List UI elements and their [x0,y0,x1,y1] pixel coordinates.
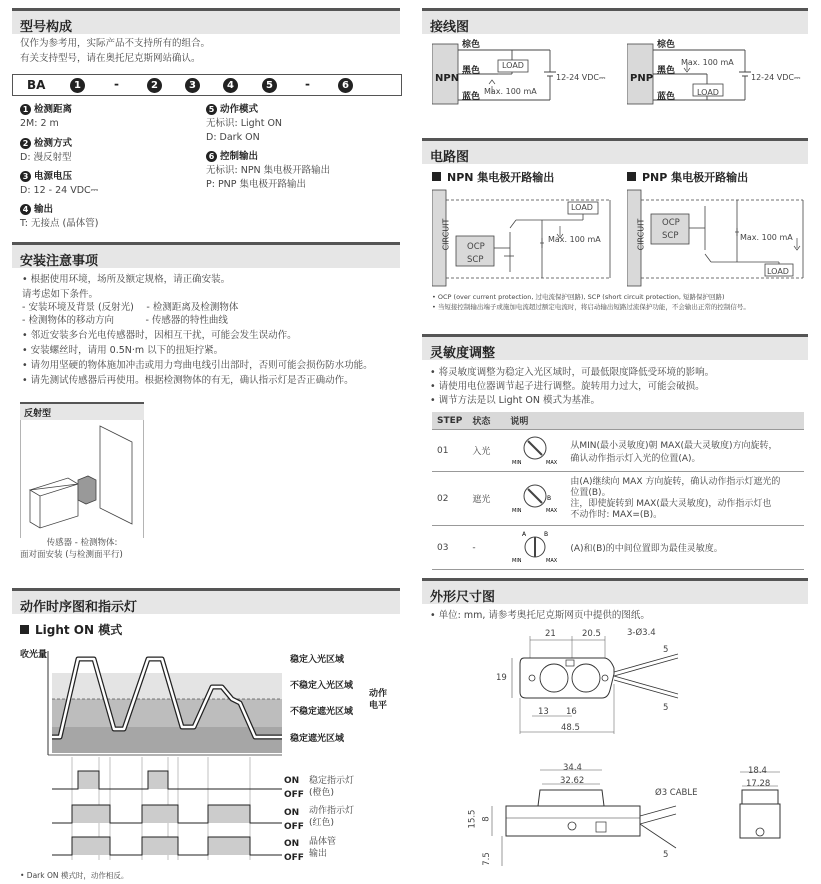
row-1-dial-cell [505,430,565,472]
install-line-3: - 安装环境及背景 (反射光) - 检测距离及检测物体 [22,302,239,313]
timing-section-header [12,588,400,614]
field-1-title: 1 检测距离 [20,103,72,117]
field-4-title: 4 输出 [20,203,53,217]
signal-2-label-1: 动作指示灯 [309,806,355,816]
field-6-title: 6 控制输出 [206,150,258,164]
code-item-6: 6 [338,78,353,93]
dim-48-5: 48.5 [561,723,580,733]
zone-label-3: 不稳定遮光区域 [290,707,354,717]
row-3-dial-cell [505,526,565,570]
field-5-value-1: 无标识: Light ON [206,118,283,129]
field-3-value: D: 12 - 24 VDC⎓ [20,185,99,196]
svg-text:MIN: MIN [512,558,522,563]
circuit-note-1: • OCP (over current protection, 过电流保护回路), SCP (short circuit protection, 短路保护回路) [432,293,725,301]
field-5-value-2: D: Dark ON [206,132,260,143]
pnp-blue-label: 蓝色 [657,92,676,102]
dial-icon [510,480,560,514]
row-1-step: 01 [432,430,467,472]
circuit-note-2: • 当短接控制输出端子或施加电流超过额定电流时，将启动输出短路过流保护功能，不会输出正常的控制信号。 [432,303,750,311]
timing-footnote: • Dark ON 模式时，动作相反。 [20,871,129,880]
npn-black-label: 黑色 [462,66,481,76]
install-line-1: • 根据使用环境，场所及额定规格，请正确安装。 [22,274,231,285]
npn-supply-label: 12-24 VDC⎓ [556,73,606,82]
sensitivity-line-1: • 将灵敏度调整为稳定入光区域时，可最低限度降低受环境的影响。 [430,367,715,378]
npn-load-circuit-label: LOAD [571,203,593,212]
model-code-prefix: BA [27,78,46,92]
sensitivity-section-header [422,334,808,360]
code-item-1: 1 [70,78,85,93]
dim-cable: Ø3 CABLE [655,788,698,798]
signal-1-on: ON [284,776,300,786]
signal-2-off: OFF [284,822,304,832]
signal-2-label-2: (红色) [309,818,335,828]
sensitivity-table [432,412,804,570]
pnp-supply-label: 12-24 VDC⎓ [751,73,801,82]
pnp-black-label: 黑色 [657,66,676,76]
circuit-npn-title: NPN 集电极开路输出 [432,169,554,185]
row-2-step: 02 [432,472,467,526]
row-2-dial-cell [505,472,565,526]
timing-mode-title [20,621,122,638]
signal-2-on: ON [284,808,300,818]
install-line-7: • 请勿用坚硬的物体施加冲击或用力弯曲电线引出部时，否则可能会损伤防水功能。 [22,360,373,371]
dim-15-5: 15.5 [467,809,478,829]
wiring-section-header [422,8,808,34]
signal-3-off: OFF [284,853,304,863]
signal-3-on: ON [284,839,300,849]
install-line-6: • 安装螺丝时，请用 0.5N·m 以下的扭矩拧紧。 [22,345,224,356]
level-label-2: 电平 [369,701,388,711]
npn-brown-label: 棕色 [462,40,481,50]
wiring-section-title: 接线图 [430,20,470,35]
dim-16: 16 [566,707,577,717]
timing-mode-label: Light ON 模式 [35,623,123,637]
dims-section-title: 外形尺寸图 [430,590,496,605]
signal-1-label-2: (橙色) [309,788,335,798]
reflective-figure-caption-2: 面对面安装 (与检测面平行) [20,550,123,560]
zone-label-1: 稳定入光区域 [290,655,345,665]
dim-7-5: 7.5 [481,852,492,866]
circuit-section-title: 电路图 [430,150,470,165]
pnp-circuit-label: CIRCUIT [636,218,646,251]
pnp-scp-label: SCP [662,231,679,241]
reflective-figure-title: 反射型 [24,409,52,419]
install-line-5: • 邻近安装多台光电传感器时，因相互干扰，可能会发生误动作。 [22,330,297,341]
reflective-figure-caption-1: 传感器 - 检测物体: [46,538,118,548]
npn-max-label: Max. 100 mA [484,87,537,96]
svg-text:A: A [522,531,527,538]
sensitivity-line-3: • 调节方法是以 Light ON 模式为基准。 [430,395,600,406]
code-item-4: 4 [223,78,238,93]
dial-icon [510,529,560,563]
install-section-title: 安装注意事项 [20,254,99,269]
pnp-load-label: LOAD [697,88,719,97]
field-3-title: 3 电源电压 [20,170,72,184]
signal-3-label-1: 晶体管 [309,837,337,847]
pnp-max-circuit-label: Max. 100 mA [740,233,793,242]
npn-ocp-label: OCP [467,242,485,252]
reflective-figure [20,402,144,564]
row-2-desc: 由(A)继续向 MAX 方向旋转，确认动作指示灯遮光的 位置(B)。 注，即使旋转到 MAX(最大灵敏度)，动作指示灯也 不动作时: MAX=(B)。 [565,472,804,526]
model-code-box [12,74,402,96]
dims-section-header [422,578,808,604]
dim-5-bottom: 5 [663,703,669,713]
pnp-type-label: PNP [630,73,654,84]
reflective-figure-titlebar [20,402,144,420]
svg-text:MAX: MAX [546,558,558,563]
pnp-load-circuit-label: LOAD [767,267,789,276]
field-6-value-2: P: PNP 集电极开路输出 [206,179,307,190]
zone-label-2: 不稳定入光区域 [290,681,354,691]
row-3-desc: (A)和(B)的中间位置即为最佳灵敏度。 [565,526,804,570]
table-row [432,472,804,526]
code-dash-1: - [114,77,119,91]
sensitivity-line-2: • 请使用电位器调节起子进行调整。旋转用力过大，可能会破损。 [430,381,705,392]
install-section-header [12,242,400,268]
col-desc: 说明 [505,412,804,430]
signal-3-label-2: 输出 [309,849,328,859]
pnp-max-label: Max. 100 mA [681,58,734,67]
dim-20-5: 20.5 [582,629,601,639]
dim-5-side: 5 [663,850,669,860]
code-item-2: 2 [147,78,162,93]
row-1-state: 入光 [467,430,505,472]
field-6-value-1: 无标识: NPN 集电极开路输出 [206,165,331,176]
timing-y-label: 收光量 [20,650,48,660]
col-step: STEP [432,412,467,430]
npn-blue-label: 蓝色 [462,92,481,102]
dim-21: 21 [545,629,556,639]
install-line-8: • 请先测试传感器后再使用。根据检测物体的有无，确认指示灯是否正确动作。 [22,375,354,386]
timing-section-title: 动作时序图和指示灯 [20,600,138,615]
dim-5-top: 5 [663,645,669,655]
svg-text:B: B [544,531,549,538]
reflective-figure-drawing [20,420,144,538]
level-label-1: 动作 [369,689,388,699]
svg-text:MAX: MAX [546,460,558,466]
dims-note: • 单位: mm, 请参考奥托尼克斯网页中提供的图纸。 [430,610,650,621]
pnp-brown-label: 棕色 [657,40,676,50]
npn-circuit-label: CIRCUIT [441,218,451,251]
svg-text:MAX: MAX [546,508,558,514]
signal-1-off: OFF [284,790,304,800]
model-section-header [12,8,400,34]
model-section-title: 型号构成 [20,20,73,35]
col-state: 状态 [467,412,505,430]
row-2-state: 遮光 [467,472,505,526]
code-dash-2: - [305,77,310,91]
dim-hole: 3-Ø3.4 [627,628,656,638]
dim-19: 19 [496,673,507,683]
pnp-ocp-label: OCP [662,218,680,228]
field-5-title: 5 动作模式 [206,103,258,117]
dim-17-28: 17.28 [746,779,771,789]
code-item-5: 5 [262,78,277,93]
npn-type-label: NPN [435,73,460,84]
svg-text:B: B [547,495,552,502]
table-row [432,430,804,472]
field-4-value: T: 无接点 (晶体管) [20,218,99,229]
model-note-2: 有关支持型号，请在奥托尼克斯网站确认。 [20,53,201,64]
npn-load-label: LOAD [502,61,524,70]
dim-32-62: 32.62 [560,776,585,786]
install-line-2: 请考虑如下条件。 [22,289,99,300]
model-note-1: 仅作为参考用，实际产品不支持所有的组合。 [20,38,211,49]
svg-text:MIN: MIN [512,460,522,466]
circuit-pnp-title: PNP 集电极开路输出 [627,169,748,185]
code-item-3: 3 [185,78,200,93]
sensitivity-section-title: 灵敏度调整 [430,346,496,361]
row-1-desc: 从MIN(最小灵敏度)朝 MAX(最大灵敏度)方向旋转， 确认动作指示灯入光的位置(A)。 [565,430,804,472]
zone-label-4: 稳定遮光区域 [290,734,345,744]
dial-icon [510,432,560,466]
dim-8: 8 [481,816,492,822]
circuit-section-header [422,138,808,164]
table-row [432,526,804,570]
row-3-state: - [467,526,505,570]
field-2-value: D: 漫反射型 [20,152,72,163]
dim-18-4: 18.4 [748,766,767,776]
row-3-step: 03 [432,526,467,570]
install-line-4: - 检测物体的移动方向 - 传感器的特性曲线 [22,315,228,326]
field-1-value: 2M: 2 m [20,118,59,129]
npn-max-circuit-label: Max. 100 mA [548,235,601,244]
dim-34-4: 34.4 [563,763,582,773]
signal-1-label-1: 稳定指示灯 [309,776,355,786]
field-2-title: 2 检测方式 [20,137,72,151]
npn-scp-label: SCP [467,255,484,265]
dim-13: 13 [538,707,549,717]
svg-text:MIN: MIN [512,508,522,514]
